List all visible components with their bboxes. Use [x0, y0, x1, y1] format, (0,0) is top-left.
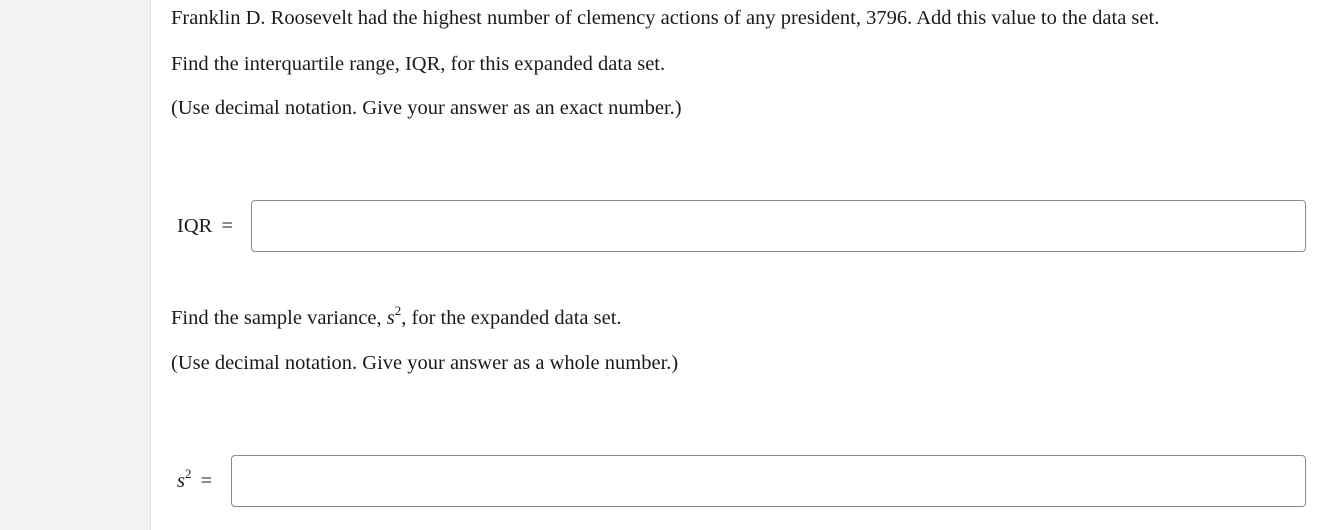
iqr-instruction-text: (Use decimal notation. Give your answer as an exact number.) — [171, 97, 682, 119]
question-content — [171, 0, 1311, 530]
iqr-answer-input[interactable] — [251, 200, 1306, 252]
iqr-label — [177, 214, 233, 238]
variance-prompt-after: , for the expanded data set. — [401, 307, 622, 329]
variance-symbol-s: s — [386, 307, 395, 329]
left-sidebar-panel — [0, 0, 151, 530]
iqr-label-text: IQR — [177, 215, 213, 237]
variance-symbol-exponent: 2 — [394, 303, 402, 319]
variance-label-exponent: 2 — [184, 466, 192, 482]
variance-prompt-text — [171, 303, 622, 330]
variance-instruction-text: (Use decimal notation. Give your answer as a whole number.) — [171, 352, 679, 374]
variance-prompt-before: Find the sample variance, — [171, 307, 387, 329]
variance-equals-sign: = — [200, 470, 213, 492]
variance-answer-input[interactable] — [231, 455, 1306, 507]
variance-answer-row — [171, 455, 1306, 507]
problem-intro-text: Franklin D. Roosevelt had the highest number of clemency actions of any president, 3796. Add this value to the data set. — [171, 7, 1160, 29]
variance-label — [177, 466, 213, 493]
iqr-equals-sign: = — [221, 215, 233, 237]
variance-label-s: s — [177, 470, 185, 492]
iqr-answer-row — [171, 200, 1306, 252]
iqr-prompt-text: Find the interquartile range, IQR, for this expanded data set. — [171, 53, 666, 75]
